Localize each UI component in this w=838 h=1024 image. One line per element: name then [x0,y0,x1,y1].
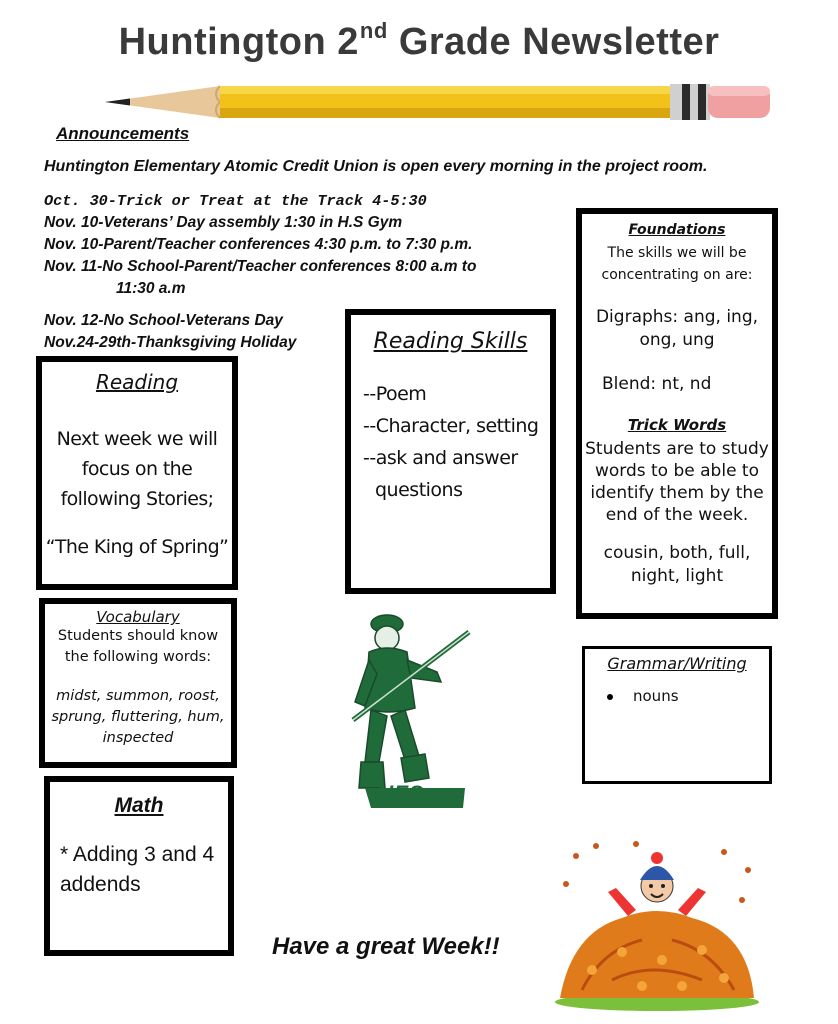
vocabulary-box [39,598,237,768]
reading-skills-heading: Reading Skills [373,329,528,354]
leaf-pile-child-illustration [552,840,762,1012]
event-item: Nov.24-29th-Thanksgiving Holiday [44,334,297,351]
newsletter-title: Huntington 2nd Grade Newsletter [118,18,720,63]
math-box [44,776,234,956]
event-item: Nov. 12-No School-Veterans Day [44,312,283,329]
event-item: Nov. 11-No School-Parent/Teacher conferences 8:00 a.m to [44,258,477,275]
trick-words-list: cousin, both, full, night, light [603,543,751,586]
event-item-continued: 11:30 a.m [116,280,186,297]
math-text: * Adding 3 and 4 addends [60,843,215,896]
reading-box [36,356,238,590]
skill-item: --Character, setting [363,415,539,437]
grammar-heading: Grammar/Writing [607,654,747,673]
math-heading: Math [114,794,164,817]
reading-skills-box [345,309,556,594]
closing-message: Have a great Week!! [272,933,500,960]
grammar-item: nouns [607,687,769,705]
event-item: Nov. 10-Parent/Teacher conferences 4:30 p.m. to 7:30 p.m. [44,236,473,253]
announcements-heading: Announcements [56,124,190,143]
mascot-label: HES [378,782,425,805]
grammar-box [582,646,772,784]
bullet-icon [607,694,613,700]
pencil-illustration [100,80,780,124]
foundations-box [576,208,778,619]
frontiersman-mascot-icon [345,612,475,808]
reading-heading: Reading [95,370,179,394]
skill-item: questions [375,479,463,501]
reading-skills-list [363,378,550,506]
vocabulary-words: midst, summon, roost, sprung, fluttering, hum, inspected [51,688,225,746]
trick-words-heading: Trick Words [627,416,727,434]
reading-story: “The King of Spring” [45,536,229,558]
digraphs: Digraphs: ang, ing, ong, ung [595,307,759,350]
vocabulary-heading: Vocabulary [96,608,180,626]
skill-item: --ask and answer [363,447,518,469]
event-item: Nov. 10-Veterans’ Day assembly 1:30 in H.S Gym [44,214,403,231]
credit-union-announcement: Huntington Elementary Atomic Credit Union is open every morning in the project room. [44,158,708,175]
trick-words-text: Students are to study words to be able to identify them by the end of the week. [585,439,769,525]
event-item: Oct. 30-Trick or Treat at the Track 4-5:30 [44,192,427,210]
blend: Blend: nt, nd [602,374,712,394]
skill-item: --Poem [363,383,427,405]
vocabulary-text: Students should know the following words: [57,628,219,665]
foundations-intro: The skills we will be concentrating on are: [601,245,753,283]
foundations-heading: Foundations [628,222,726,238]
reading-text: Next week we will focus on the following Stories; [56,428,218,510]
